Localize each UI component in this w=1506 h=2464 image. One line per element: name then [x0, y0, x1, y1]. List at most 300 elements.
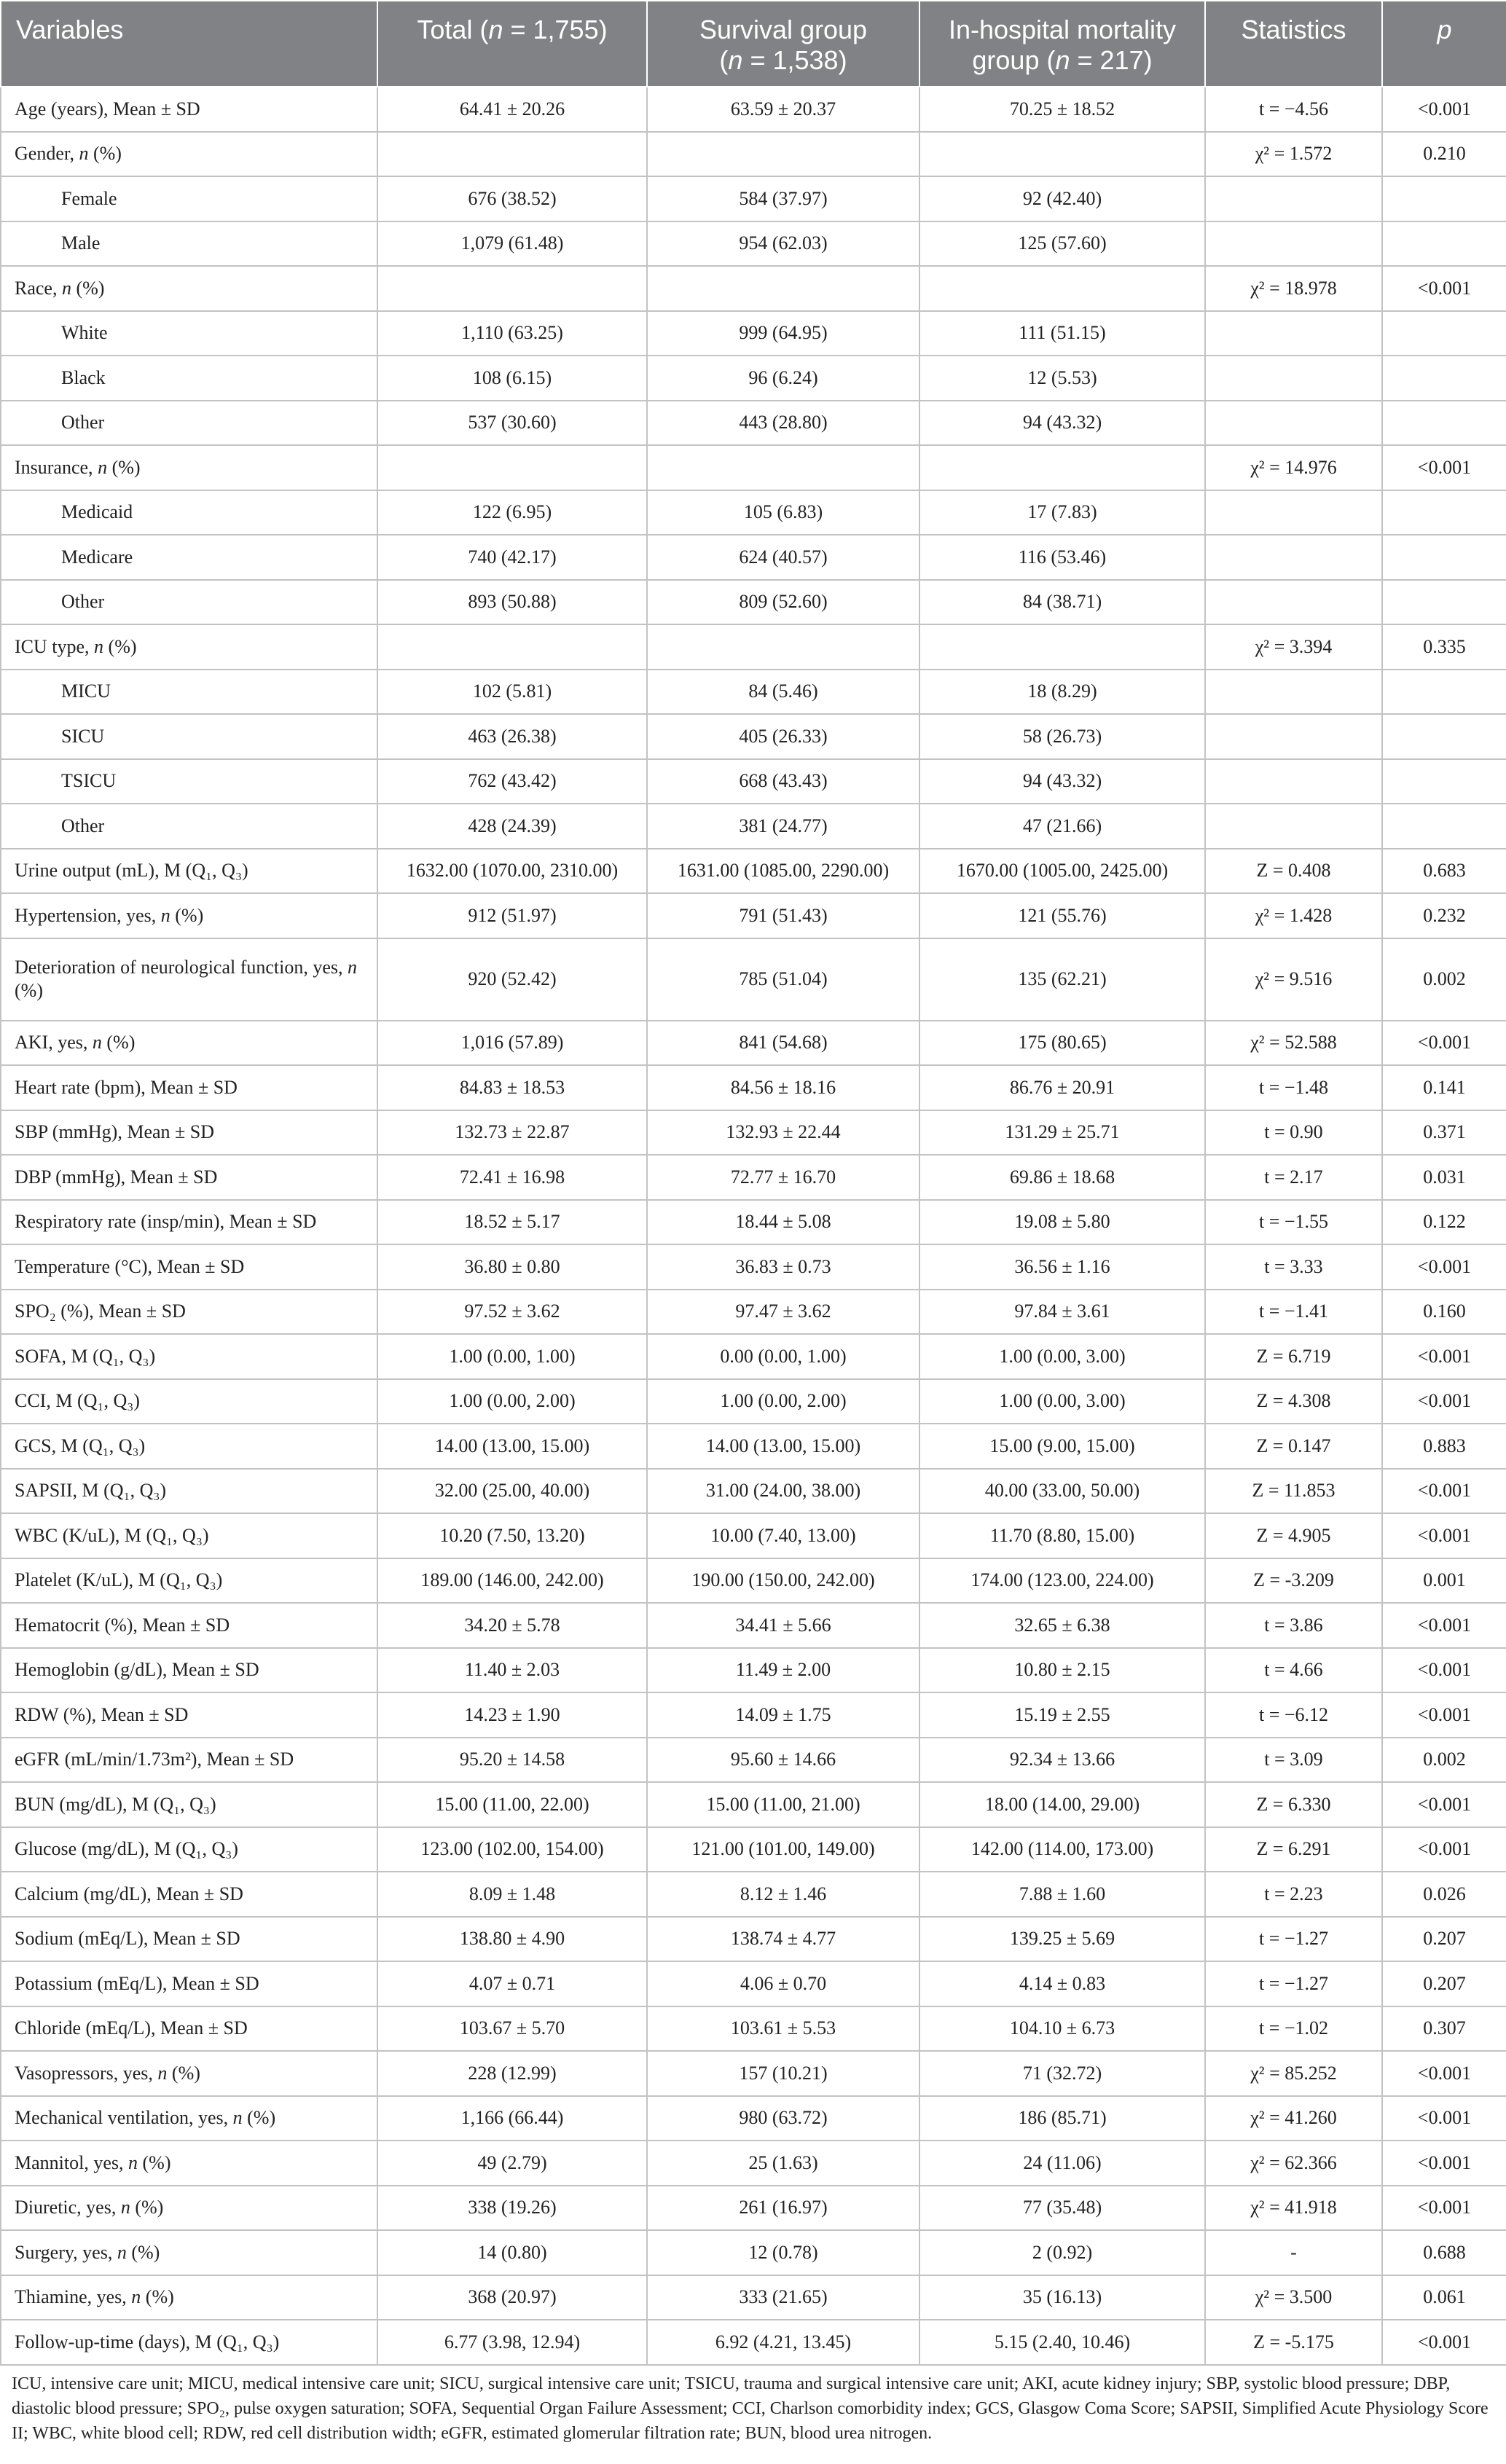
survival-cell: 791 (51.43)	[647, 893, 919, 938]
table-row	[1, 1872, 1506, 1917]
statistics-cell: Z = -3.209	[1205, 1558, 1382, 1604]
total-cell: 1.00 (0.00, 2.00)	[377, 1379, 647, 1424]
mortality-cell: 1.00 (0.00, 3.00)	[919, 1379, 1205, 1424]
p-value-cell	[1382, 580, 1506, 625]
table-row	[1, 311, 1506, 356]
table-row	[1, 1558, 1506, 1604]
row-label: RDW (%), Mean ± SD	[1, 1692, 377, 1738]
mortality-cell: 94 (43.32)	[919, 759, 1205, 804]
p-value-cell: <0.001	[1382, 1244, 1506, 1290]
total-cell	[377, 266, 647, 311]
row-label: Other	[1, 580, 377, 625]
total-cell: 103.67 ± 5.70	[377, 2006, 647, 2052]
table-row	[1, 356, 1506, 401]
total-cell: 920 (52.42)	[377, 938, 647, 1021]
survival-cell: 809 (52.60)	[647, 580, 919, 625]
p-value-cell: <0.001	[1382, 2320, 1506, 2365]
table-row	[1, 1738, 1506, 1783]
p-value-cell: <0.001	[1382, 1648, 1506, 1693]
statistics-cell: Z = 6.291	[1205, 1827, 1382, 1872]
statistics-cell: Z = -5.175	[1205, 2320, 1382, 2365]
row-label: Hypertension, yes, n (%)	[1, 893, 377, 938]
statistics-cell: t = 4.66	[1205, 1648, 1382, 1693]
row-label: Age (years), Mean ± SD	[1, 87, 377, 132]
row-label: GCS, M (Q₁, Q₃)	[1, 1424, 377, 1469]
total-cell	[377, 132, 647, 177]
row-label: Thiamine, yes, n (%)	[1, 2275, 377, 2320]
mortality-cell: 142.00 (114.00, 173.00)	[919, 1827, 1205, 1872]
table-row	[1, 1917, 1506, 1962]
survival-cell: 96 (6.24)	[647, 356, 919, 401]
total-cell: 123.00 (102.00, 154.00)	[377, 1827, 647, 1872]
p-value-cell: 0.207	[1382, 1961, 1506, 2006]
mortality-cell: 18 (8.29)	[919, 670, 1205, 715]
statistics-cell: t = −1.41	[1205, 1290, 1382, 1335]
total-cell: 102 (5.81)	[377, 670, 647, 715]
total-cell: 122 (6.95)	[377, 490, 647, 535]
mortality-cell: 15.00 (9.00, 15.00)	[919, 1424, 1205, 1469]
statistics-cell: χ² = 62.366	[1205, 2141, 1382, 2186]
mortality-cell: 139.25 ± 5.69	[919, 1917, 1205, 1962]
table-row	[1, 2186, 1506, 2231]
row-label: BUN (mg/dL), M (Q₁, Q₃)	[1, 1782, 377, 1827]
table-row	[1, 1155, 1506, 1200]
row-label: TSICU	[1, 759, 377, 804]
row-label: ICU type, n (%)	[1, 624, 377, 670]
total-cell: 15.00 (11.00, 22.00)	[377, 1782, 647, 1827]
statistics-cell: t = −1.02	[1205, 2006, 1382, 2052]
header-survival-group: Survival group (n = 1,538)	[647, 1, 919, 87]
row-label: White	[1, 311, 377, 356]
survival-cell: 405 (26.33)	[647, 714, 919, 759]
survival-cell: 381 (24.77)	[647, 804, 919, 849]
mortality-cell: 24 (11.06)	[919, 2141, 1205, 2186]
p-value-cell	[1382, 311, 1506, 356]
statistics-cell: χ² = 85.252	[1205, 2051, 1382, 2096]
row-label: Chloride (mEq/L), Mean ± SD	[1, 2006, 377, 2052]
survival-cell: 15.00 (11.00, 21.00)	[647, 1782, 919, 1827]
p-value-cell: <0.001	[1382, 1021, 1506, 1066]
p-value-cell	[1382, 221, 1506, 267]
statistics-cell: t = 0.90	[1205, 1110, 1382, 1156]
p-value-cell: <0.001	[1382, 1692, 1506, 1738]
p-value-cell: <0.001	[1382, 1334, 1506, 1379]
table-row	[1, 670, 1506, 715]
table-row	[1, 759, 1506, 804]
row-label: SPO₂ (%), Mean ± SD	[1, 1290, 377, 1335]
statistics-cell: Z = 6.330	[1205, 1782, 1382, 1827]
statistics-cell: t = −1.27	[1205, 1917, 1382, 1962]
row-label: Temperature (°C), Mean ± SD	[1, 1244, 377, 1290]
mortality-cell: 1670.00 (1005.00, 2425.00)	[919, 849, 1205, 894]
p-value-cell: <0.001	[1382, 2141, 1506, 2186]
total-cell: 18.52 ± 5.17	[377, 1200, 647, 1245]
statistics-cell: t = −1.55	[1205, 1200, 1382, 1245]
total-cell: 1,166 (66.44)	[377, 2096, 647, 2141]
p-value-cell: 0.207	[1382, 1917, 1506, 1962]
table-row	[1, 2096, 1506, 2141]
p-value-cell: 0.001	[1382, 1558, 1506, 1604]
survival-cell: 103.61 ± 5.53	[647, 2006, 919, 2052]
survival-cell: 36.83 ± 0.73	[647, 1244, 919, 1290]
survival-cell: 95.60 ± 14.66	[647, 1738, 919, 1783]
mortality-cell: 70.25 ± 18.52	[919, 87, 1205, 132]
p-value-cell: 0.002	[1382, 1738, 1506, 1783]
survival-cell: 63.59 ± 20.37	[647, 87, 919, 132]
row-label: Male	[1, 221, 377, 267]
statistics-cell: t = 2.23	[1205, 1872, 1382, 1917]
total-cell: 10.20 (7.50, 13.20)	[377, 1513, 647, 1558]
row-label: SAPSII, M (Q₁, Q₃)	[1, 1469, 377, 1514]
statistics-cell: χ² = 9.516	[1205, 938, 1382, 1021]
total-cell: 463 (26.38)	[377, 714, 647, 759]
statistics-cell	[1205, 804, 1382, 849]
table-row	[1, 1648, 1506, 1693]
statistics-cell	[1205, 176, 1382, 221]
statistics-cell	[1205, 401, 1382, 446]
p-value-cell	[1382, 401, 1506, 446]
statistics-cell: t = −1.27	[1205, 1961, 1382, 2006]
row-label: eGFR (mL/min/1.73m²), Mean ± SD	[1, 1738, 377, 1783]
p-value-cell: <0.001	[1382, 266, 1506, 311]
table-row	[1, 1200, 1506, 1245]
statistics-cell: t = 3.86	[1205, 1603, 1382, 1648]
mortality-cell: 84 (38.71)	[919, 580, 1205, 625]
table-row	[1, 221, 1506, 267]
p-value-cell: <0.001	[1382, 2051, 1506, 2096]
mortality-cell	[919, 132, 1205, 177]
survival-cell: 841 (54.68)	[647, 1021, 919, 1066]
survival-cell: 132.93 ± 22.44	[647, 1110, 919, 1156]
statistics-cell: Z = 4.905	[1205, 1513, 1382, 1558]
statistics-cell: χ² = 3.394	[1205, 624, 1382, 670]
table-row	[1, 1469, 1506, 1514]
mortality-cell: 111 (51.15)	[919, 311, 1205, 356]
statistics-cell	[1205, 580, 1382, 625]
survival-cell: 97.47 ± 3.62	[647, 1290, 919, 1335]
survival-cell	[647, 132, 919, 177]
row-label: Follow-up-time (days), M (Q₁, Q₃)	[1, 2320, 377, 2365]
mortality-cell: 86.76 ± 20.91	[919, 1065, 1205, 1110]
survival-cell: 1.00 (0.00, 2.00)	[647, 1379, 919, 1424]
mortality-cell: 174.00 (123.00, 224.00)	[919, 1558, 1205, 1604]
survival-cell: 443 (28.80)	[647, 401, 919, 446]
mortality-cell: 5.15 (2.40, 10.46)	[919, 2320, 1205, 2365]
row-label: AKI, yes, n (%)	[1, 1021, 377, 1066]
survival-cell: 34.41 ± 5.66	[647, 1603, 919, 1648]
table-row	[1, 1782, 1506, 1827]
row-label: Black	[1, 356, 377, 401]
total-cell: 97.52 ± 3.62	[377, 1290, 647, 1335]
mortality-cell: 19.08 ± 5.80	[919, 1200, 1205, 1245]
p-value-cell: <0.001	[1382, 1603, 1506, 1648]
p-value-cell: 0.026	[1382, 1872, 1506, 1917]
row-label: MICU	[1, 670, 377, 715]
survival-cell: 999 (64.95)	[647, 311, 919, 356]
survival-cell: 18.44 ± 5.08	[647, 1200, 919, 1245]
survival-cell: 4.06 ± 0.70	[647, 1961, 919, 2006]
p-value-cell: 0.002	[1382, 938, 1506, 1021]
survival-cell: 12 (0.78)	[647, 2230, 919, 2275]
header-row	[1, 1, 1506, 87]
mortality-cell: 15.19 ± 2.55	[919, 1692, 1205, 1738]
row-label: Female	[1, 176, 377, 221]
statistics-cell: χ² = 3.500	[1205, 2275, 1382, 2320]
row-label: Deterioration of neurological function, yes, n (%)	[1, 938, 377, 1021]
total-cell: 36.80 ± 0.80	[377, 1244, 647, 1290]
p-value-cell: 0.335	[1382, 624, 1506, 670]
statistics-cell: Z = 11.853	[1205, 1469, 1382, 1514]
table-row	[1, 714, 1506, 759]
total-cell: 537 (30.60)	[377, 401, 647, 446]
table-row	[1, 1827, 1506, 1872]
p-value-cell: <0.001	[1382, 2186, 1506, 2231]
row-label: DBP (mmHg), Mean ± SD	[1, 1155, 377, 1200]
mortality-cell: 11.70 (8.80, 15.00)	[919, 1513, 1205, 1558]
mortality-cell: 58 (26.73)	[919, 714, 1205, 759]
row-label: Medicare	[1, 535, 377, 580]
mortality-cell: 131.29 ± 25.71	[919, 1110, 1205, 1156]
total-cell: 49 (2.79)	[377, 2141, 647, 2186]
table-row	[1, 1961, 1506, 2006]
table-row	[1, 1065, 1506, 1110]
statistics-cell: χ² = 41.918	[1205, 2186, 1382, 2231]
table-row	[1, 445, 1506, 490]
mortality-cell: 94 (43.32)	[919, 401, 1205, 446]
p-value-cell: 0.141	[1382, 1065, 1506, 1110]
mortality-cell: 92 (42.40)	[919, 176, 1205, 221]
survival-cell	[647, 445, 919, 490]
statistics-cell: -	[1205, 2230, 1382, 2275]
total-cell: 6.77 (3.98, 12.94)	[377, 2320, 647, 2365]
statistics-cell: t = −6.12	[1205, 1692, 1382, 1738]
p-value-cell: <0.001	[1382, 2096, 1506, 2141]
total-cell: 228 (12.99)	[377, 2051, 647, 2096]
total-cell: 14 (0.80)	[377, 2230, 647, 2275]
p-value-cell: 0.683	[1382, 849, 1506, 894]
row-label: Medicaid	[1, 490, 377, 535]
row-label: Mannitol, yes, n (%)	[1, 2141, 377, 2186]
total-cell: 8.09 ± 1.48	[377, 1872, 647, 1917]
survival-cell: 14.00 (13.00, 15.00)	[647, 1424, 919, 1469]
row-label: Mechanical ventilation, yes, n (%)	[1, 2096, 377, 2141]
statistics-cell: Z = 0.408	[1205, 849, 1382, 894]
p-value-cell	[1382, 670, 1506, 715]
row-label: Respiratory rate (insp/min), Mean ± SD	[1, 1200, 377, 1245]
survival-cell: 1631.00 (1085.00, 2290.00)	[647, 849, 919, 894]
row-label: SBP (mmHg), Mean ± SD	[1, 1110, 377, 1156]
survival-cell: 84 (5.46)	[647, 670, 919, 715]
statistics-cell: χ² = 14.976	[1205, 445, 1382, 490]
total-cell	[377, 445, 647, 490]
survival-cell: 261 (16.97)	[647, 2186, 919, 2231]
p-value-cell: <0.001	[1382, 87, 1506, 132]
statistics-cell: t = 2.17	[1205, 1155, 1382, 1200]
total-cell: 84.83 ± 18.53	[377, 1065, 647, 1110]
p-value-cell	[1382, 759, 1506, 804]
statistics-cell: Z = 6.719	[1205, 1334, 1382, 1379]
table-row	[1, 1692, 1506, 1738]
mortality-cell: 125 (57.60)	[919, 221, 1205, 267]
total-cell: 14.00 (13.00, 15.00)	[377, 1424, 647, 1469]
survival-cell: 6.92 (4.21, 13.45)	[647, 2320, 919, 2365]
survival-cell: 8.12 ± 1.46	[647, 1872, 919, 1917]
table-body	[1, 87, 1506, 2365]
mortality-cell: 116 (53.46)	[919, 535, 1205, 580]
row-label: Urine output (mL), M (Q₁, Q₃)	[1, 849, 377, 894]
survival-cell: 157 (10.21)	[647, 2051, 919, 2096]
mortality-cell: 18.00 (14.00, 29.00)	[919, 1782, 1205, 1827]
p-value-cell: <0.001	[1382, 1513, 1506, 1558]
statistics-cell: χ² = 1.428	[1205, 893, 1382, 938]
p-value-cell: 0.232	[1382, 893, 1506, 938]
mortality-cell	[919, 266, 1205, 311]
total-cell: 428 (24.39)	[377, 804, 647, 849]
statistics-cell: t = 3.33	[1205, 1244, 1382, 1290]
statistics-cell: χ² = 52.588	[1205, 1021, 1382, 1066]
mortality-cell: 2 (0.92)	[919, 2230, 1205, 2275]
total-cell: 1,110 (63.25)	[377, 311, 647, 356]
total-cell: 1,079 (61.48)	[377, 221, 647, 267]
total-cell: 34.20 ± 5.78	[377, 1603, 647, 1648]
row-label: Other	[1, 804, 377, 849]
mortality-cell: 97.84 ± 3.61	[919, 1290, 1205, 1335]
header-mortality-group: In-hospital mortality group (n = 217)	[919, 1, 1205, 87]
row-label: SICU	[1, 714, 377, 759]
total-cell: 108 (6.15)	[377, 356, 647, 401]
statistics-cell	[1205, 714, 1382, 759]
p-value-cell	[1382, 714, 1506, 759]
p-value-cell	[1382, 535, 1506, 580]
total-cell: 189.00 (146.00, 242.00)	[377, 1558, 647, 1604]
total-cell: 95.20 ± 14.58	[377, 1738, 647, 1783]
total-cell: 138.80 ± 4.90	[377, 1917, 647, 1962]
statistics-cell: t = −1.48	[1205, 1065, 1382, 1110]
row-label: Sodium (mEq/L), Mean ± SD	[1, 1917, 377, 1962]
table-row	[1, 132, 1506, 177]
mortality-cell: 12 (5.53)	[919, 356, 1205, 401]
row-label: Surgery, yes, n (%)	[1, 2230, 377, 2275]
table-row	[1, 1513, 1506, 1558]
mortality-cell: 121 (55.76)	[919, 893, 1205, 938]
table-row	[1, 87, 1506, 132]
row-label: Platelet (K/uL), M (Q₁, Q₃)	[1, 1558, 377, 1604]
survival-cell: 14.09 ± 1.75	[647, 1692, 919, 1738]
table-row	[1, 580, 1506, 625]
row-label: Gender, n (%)	[1, 132, 377, 177]
total-cell: 893 (50.88)	[377, 580, 647, 625]
row-label: Calcium (mg/dL), Mean ± SD	[1, 1872, 377, 1917]
table-row	[1, 624, 1506, 670]
row-label: Insurance, n (%)	[1, 445, 377, 490]
header-total: Total (n = 1,755)	[377, 1, 647, 87]
p-value-cell: 0.160	[1382, 1290, 1506, 1335]
survival-cell: 584 (37.97)	[647, 176, 919, 221]
p-value-cell: 0.307	[1382, 2006, 1506, 2052]
table-row	[1, 1424, 1506, 1469]
table-row	[1, 535, 1506, 580]
table-row	[1, 1110, 1506, 1156]
total-cell: 132.73 ± 22.87	[377, 1110, 647, 1156]
p-value-cell: 0.210	[1382, 132, 1506, 177]
mortality-cell	[919, 445, 1205, 490]
table-row	[1, 266, 1506, 311]
table-row	[1, 2230, 1506, 2275]
row-label: Hemoglobin (g/dL), Mean ± SD	[1, 1648, 377, 1693]
table-row	[1, 1021, 1506, 1066]
total-cell: 14.23 ± 1.90	[377, 1692, 647, 1738]
statistics-cell	[1205, 759, 1382, 804]
mortality-cell: 4.14 ± 0.83	[919, 1961, 1205, 2006]
mortality-cell: 69.86 ± 18.68	[919, 1155, 1205, 1200]
mortality-cell: 7.88 ± 1.60	[919, 1872, 1205, 1917]
statistics-cell	[1205, 356, 1382, 401]
table-row	[1, 176, 1506, 221]
statistics-cell: χ² = 18.978	[1205, 266, 1382, 311]
table-row	[1, 1244, 1506, 1290]
survival-cell: 980 (63.72)	[647, 2096, 919, 2141]
p-value-cell	[1382, 176, 1506, 221]
survival-cell: 105 (6.83)	[647, 490, 919, 535]
table-row	[1, 2006, 1506, 2052]
mortality-cell: 92.34 ± 13.66	[919, 1738, 1205, 1783]
table-row	[1, 401, 1506, 446]
p-value-cell: <0.001	[1382, 1827, 1506, 1872]
p-value-cell: 0.031	[1382, 1155, 1506, 1200]
row-label: WBC (K/uL), M (Q₁, Q₃)	[1, 1513, 377, 1558]
total-cell: 676 (38.52)	[377, 176, 647, 221]
p-value-cell: 0.061	[1382, 2275, 1506, 2320]
statistics-cell	[1205, 490, 1382, 535]
survival-cell: 624 (40.57)	[647, 535, 919, 580]
survival-cell: 785 (51.04)	[647, 938, 919, 1021]
survival-cell: 72.77 ± 16.70	[647, 1155, 919, 1200]
total-cell: 740 (42.17)	[377, 535, 647, 580]
statistics-cell	[1205, 535, 1382, 580]
total-cell: 762 (43.42)	[377, 759, 647, 804]
survival-cell: 138.74 ± 4.77	[647, 1917, 919, 1962]
statistics-cell: Z = 0.147	[1205, 1424, 1382, 1469]
survival-cell	[647, 266, 919, 311]
mortality-cell: 32.65 ± 6.38	[919, 1603, 1205, 1648]
total-cell: 368 (20.97)	[377, 2275, 647, 2320]
table-row	[1, 804, 1506, 849]
statistics-cell	[1205, 670, 1382, 715]
row-label: Race, n (%)	[1, 266, 377, 311]
total-cell	[377, 624, 647, 670]
mortality-cell: 10.80 ± 2.15	[919, 1648, 1205, 1693]
header-p: p	[1382, 1, 1506, 87]
survival-cell: 333 (21.65)	[647, 2275, 919, 2320]
survival-cell: 954 (62.03)	[647, 221, 919, 267]
survival-cell: 25 (1.63)	[647, 2141, 919, 2186]
total-cell: 1,016 (57.89)	[377, 1021, 647, 1066]
row-label: SOFA, M (Q₁, Q₃)	[1, 1334, 377, 1379]
row-label: Vasopressors, yes, n (%)	[1, 2051, 377, 2096]
total-cell: 4.07 ± 0.71	[377, 1961, 647, 2006]
survival-cell: 0.00 (0.00, 1.00)	[647, 1334, 919, 1379]
mortality-cell: 47 (21.66)	[919, 804, 1205, 849]
total-cell: 72.41 ± 16.98	[377, 1155, 647, 1200]
p-value-cell	[1382, 490, 1506, 535]
table-row	[1, 2275, 1506, 2320]
statistics-cell: Z = 4.308	[1205, 1379, 1382, 1424]
table-footnote: ICU, intensive care unit; MICU, medical intensive care unit; SICU, surgical intensive care unit; TSICU, trauma and surgical intensive care unit; AKI, acute kidney injury; SBP, systolic blood pressure; DBP, diastolic blood pressure; SPO₂, pulse oxygen saturation; SOFA, Sequential Organ Failure Assessment; CCI, Charlson comorbidity index; GCS, Glasgow Coma Score; SAPSII, Simplified Acute Physiology Score II; WBC, white blood cell; RDW, red cell distribution width; eGFR, estimated glomerular filtration rate; BUN, blood urea nitrogen.	[12, 2374, 1489, 2443]
table-row	[1, 849, 1506, 894]
mortality-cell: 35 (16.13)	[919, 2275, 1205, 2320]
p-value-cell: 0.883	[1382, 1424, 1506, 1469]
statistics-cell: χ² = 1.572	[1205, 132, 1382, 177]
